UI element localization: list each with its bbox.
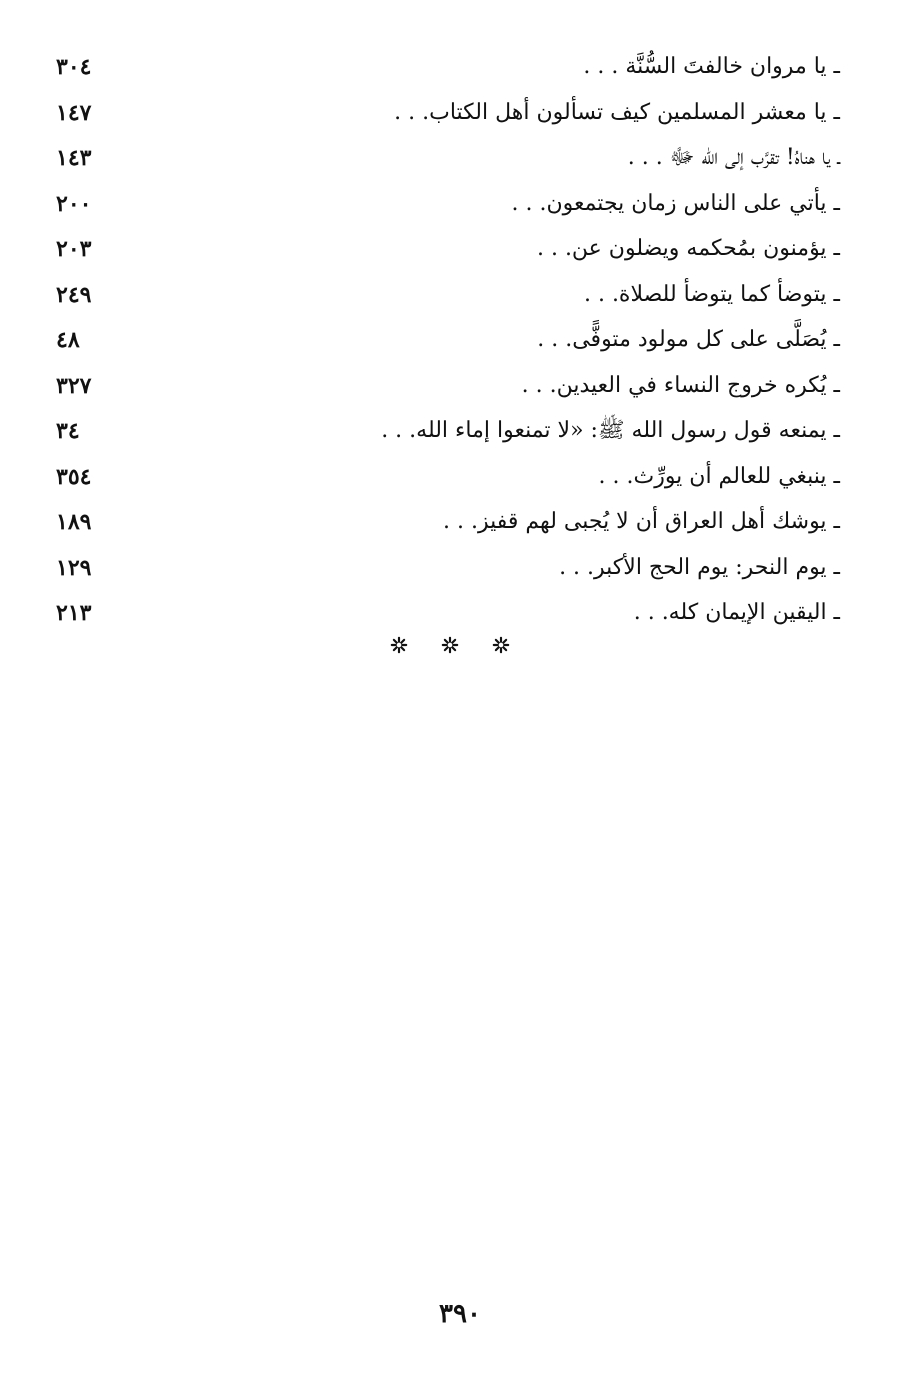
section-separator bbox=[390, 630, 510, 660]
index-entry bbox=[40, 228, 840, 274]
index-entry bbox=[40, 456, 840, 502]
entry-text: ـ يُكره خروج النساء في العيدين. . . bbox=[521, 372, 840, 398]
entry-page-number: ٢١٣ bbox=[56, 600, 92, 626]
entry-page-number: ٣٤ bbox=[56, 418, 80, 444]
entry-text: ـ يتوضأ كما يتوضأ للصلاة. . . bbox=[583, 281, 840, 307]
entry-page-number: ٢٠٠ bbox=[56, 190, 92, 217]
page-number: ٣٩٠ bbox=[439, 1299, 481, 1329]
entry-text: ـ يُصَلَّى على كل مولود متوفًّى. . . bbox=[537, 327, 840, 352]
entry-text: ـ يوم النحر: يوم الحج الأكبر. . . bbox=[559, 554, 840, 580]
index-list bbox=[40, 46, 840, 638]
entry-page-number: ٤٨ bbox=[56, 327, 80, 353]
entry-text: ـ يؤمنون بمُحكمه ويضلون عن. . . bbox=[536, 236, 840, 261]
index-entry bbox=[40, 92, 840, 138]
index-entry bbox=[40, 183, 840, 229]
index-entry bbox=[40, 46, 840, 92]
entry-text: ـ يا هناهُ! تقرَّب إلى الله ﷻ . . . bbox=[627, 145, 840, 170]
entry-text: ـ يمنعه قول رسول الله ﷺ: «لا تمنعوا إماء الله. . . bbox=[381, 418, 840, 443]
entry-text: ـ ينبغي للعالم أن يورِّث. . . bbox=[598, 463, 840, 489]
entry-page-number: ٢٤٩ bbox=[56, 281, 92, 308]
entry-text: ـ يا معشر المسلمين كيف تسألون أهل الكتاب. . . bbox=[394, 99, 840, 125]
index-entry bbox=[40, 410, 840, 456]
entry-text: ـ يا مروان خالفتَ السُّنَّة . . . bbox=[583, 54, 840, 79]
entry-page-number: ١٨٩ bbox=[56, 509, 92, 535]
entry-page-number: ١٤٧ bbox=[56, 99, 92, 126]
asterism-star-icon bbox=[492, 636, 510, 654]
index-entry bbox=[40, 547, 840, 593]
index-entry bbox=[40, 501, 840, 547]
entry-page-number: ١٢٩ bbox=[56, 554, 92, 581]
entry-text: ـ يوشك أهل العراق أن لا يُجبى لهم قفيز. . . bbox=[443, 509, 840, 534]
index-entry bbox=[40, 365, 840, 411]
asterism-star-icon bbox=[441, 636, 459, 654]
index-entry bbox=[40, 137, 840, 183]
asterism-star-icon bbox=[390, 636, 408, 654]
entry-page-number: ٣٢٧ bbox=[56, 372, 92, 399]
index-entry bbox=[40, 274, 840, 320]
entry-page-number: ٢٠٣ bbox=[56, 236, 92, 262]
entry-page-number: ٣٠٤ bbox=[56, 54, 92, 80]
entry-text: ـ يأتي على الناس زمان يجتمعون. . . bbox=[511, 190, 840, 216]
entry-page-number: ٣٥٤ bbox=[56, 463, 92, 490]
index-entry bbox=[40, 319, 840, 365]
entry-text: ـ اليقين الإيمان كله. . . bbox=[633, 600, 840, 625]
entry-page-number: ١٤٣ bbox=[56, 145, 92, 171]
